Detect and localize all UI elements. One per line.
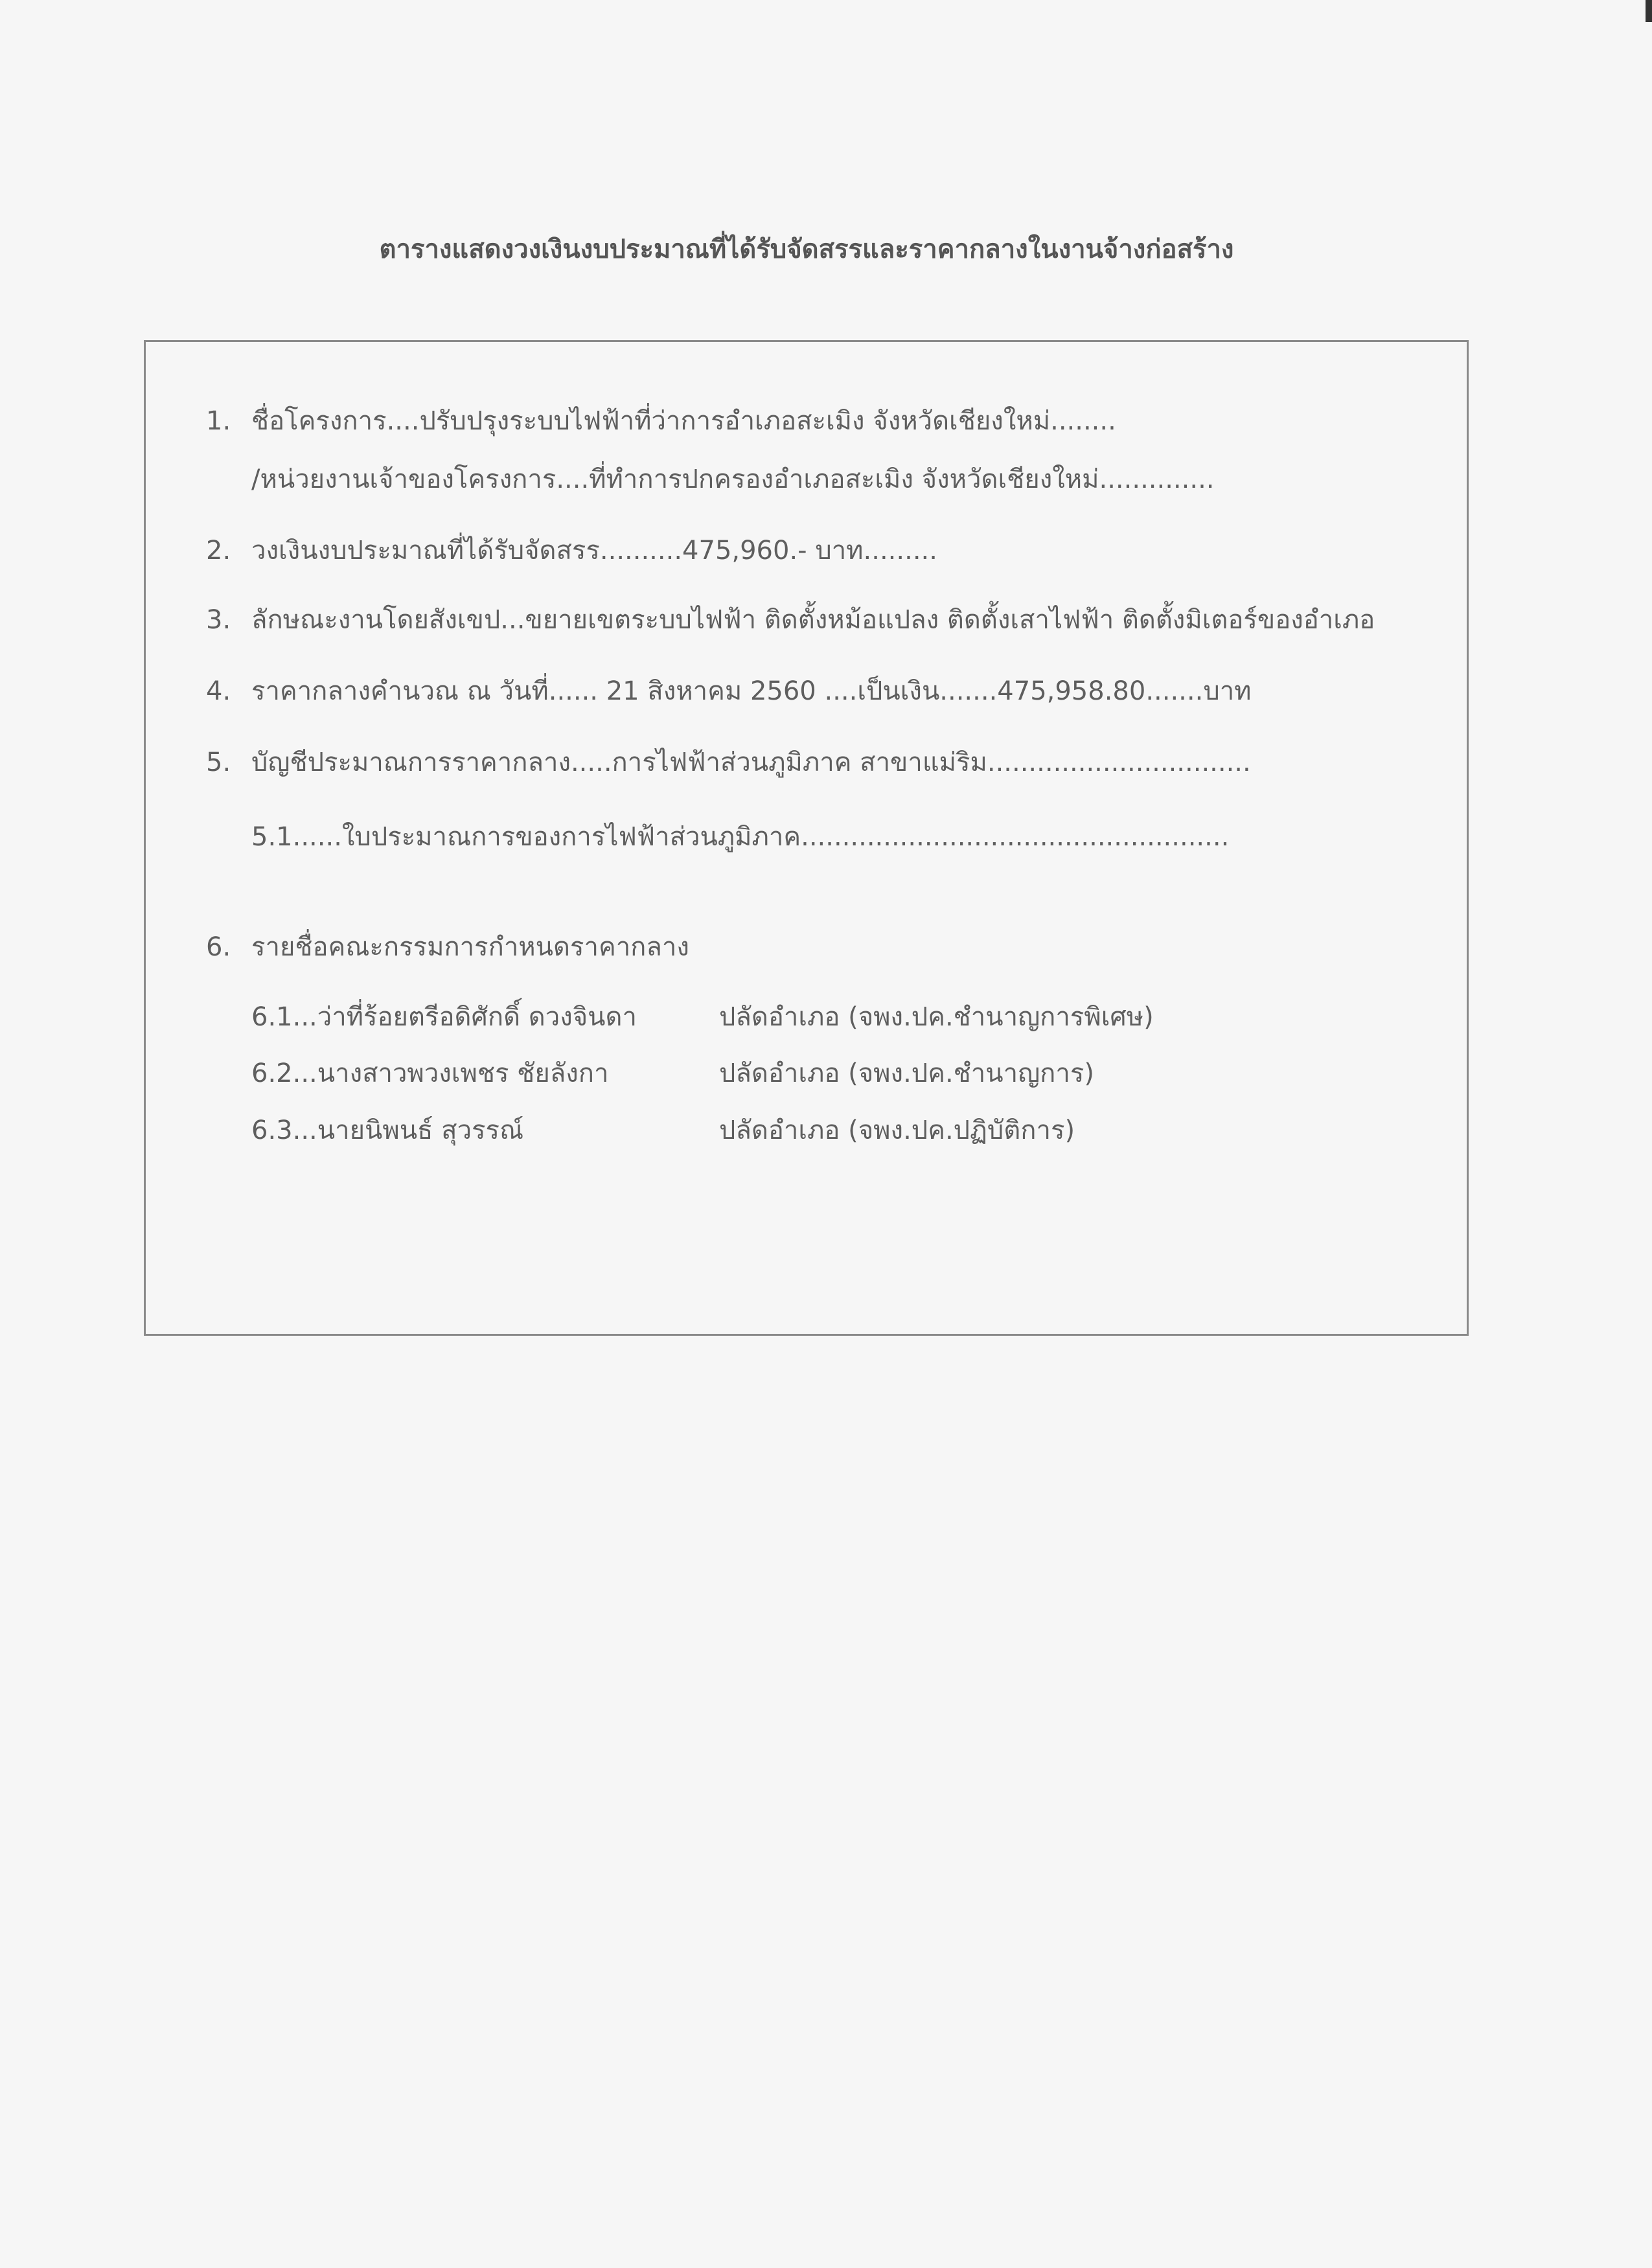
item-5-1-estimate-sheet: 5.1......ใบประมาณการของการไฟฟ้าส่วนภูมิภาค.................................................... [251,822,1230,852]
committee-member-3-position: ปลัดอำเภอ (จพง.ปค.ปฏิบัติการ) [719,1116,1075,1145]
committee-member-3-name: 6.3...นายนิพนธ์ สุวรรณ์ [251,1116,524,1145]
item-3-description: ลักษณะงานโดยสังเขป...ขยายเขตระบบไฟฟ้า ติดตั้งหม้อแปลง ติดตั้งเสาไฟฟ้า ติดตั้งมิเตอร์ของอำเภอ [251,605,1375,635]
item-1-project-owner: /หน่วยงานเจ้าของโครงการ....ที่ทำการปกครองอำเภอสะเมิง จังหวัดเชียงใหม่.............. [251,464,1215,494]
document-title: ตารางแสดงวงเงินงบประมาณที่ได้รับจัดสรรและราคากลางในงานจ้างก่อสร้าง [379,235,1234,264]
item-1-number: 1. [206,406,231,436]
item-2-number: 2. [206,536,231,566]
item-6-number: 6. [206,932,231,962]
committee-member-2-name: 6.2...นางสาวพวงเพชร ชัยลังกา [251,1059,609,1088]
item-1-project-name: ชื่อโครงการ....ปรับปรุงระบบไฟฟ้าที่ว่าการอำเภอสะเมิง จังหวัดเชียงใหม่........ [251,406,1116,436]
committee-heading: รายชื่อคณะกรรมการกำหนดราคากลาง [251,932,689,962]
item-3-number: 3. [206,605,231,635]
item-4-reference-price: ราคากลางคำนวณ ณ วันที่...... 21 สิงหาคม 2560 ....เป็นเงิน.......475,958.80.......บาท [251,676,1252,706]
item-5-estimate-account: บัญชีประมาณการราคากลาง.....การไฟฟ้าส่วนภูมิภาค สาขาแม่ริม................................ [251,748,1251,777]
item-2-budget: วงเงินงบประมาณที่ได้รับจัดสรร..........475,960.- บาท......... [251,536,937,566]
item-5-number: 5. [206,748,231,777]
scan-edge-mark [1646,0,1652,22]
item-4-number: 4. [206,676,231,706]
committee-member-1-name: 6.1...ว่าที่ร้อยตรีอดิศักดิ์ ดวงจินดา [251,1002,637,1032]
committee-member-1-position: ปลัดอำเภอ (จพง.ปค.ชำนาญการพิเศษ) [719,1002,1154,1032]
committee-member-2-position: ปลัดอำเภอ (จพง.ปค.ชำนาญการ) [719,1059,1094,1088]
